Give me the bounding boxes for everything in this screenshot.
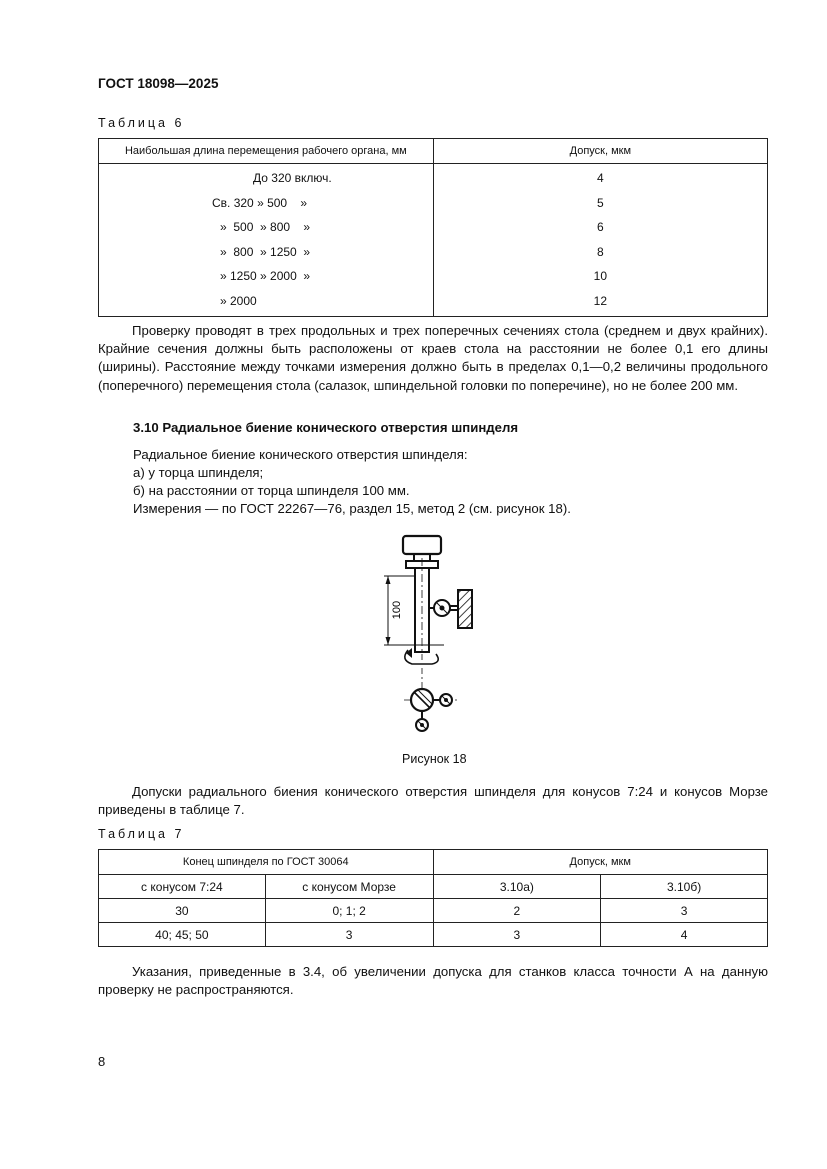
figure-18-caption: Рисунок 18: [402, 752, 467, 766]
table-6-cell-length: » 500 » 800 »: [99, 215, 434, 240]
document-id-header: ГОСТ 18098—2025: [98, 76, 219, 91]
table-6-cell-tolerance: 8: [433, 240, 767, 265]
table-6-cell-length: » 800 » 1250 »: [99, 240, 434, 265]
fixed-stand-shape: [458, 590, 472, 628]
table-6-header-length: Наибольшая длина перемещения рабочего органа, мм: [99, 139, 434, 164]
table-7-cell: 0; 1; 2: [265, 899, 433, 923]
table-row: [99, 875, 768, 899]
table-row: [99, 215, 768, 240]
table-6-header-tolerance: Допуск, мкм: [433, 139, 767, 164]
paragraph-class-a-note: Указания, приведенные в 3.4, об увеличении допуска для станков класса точности А на данную проверку не распространяются.: [98, 964, 768, 998]
table-7-cell: 3: [433, 923, 601, 947]
table-6-cell-length: До 320 включ.: [99, 164, 434, 191]
table-6: [98, 138, 768, 317]
table-row: [99, 264, 768, 289]
table-6-cell-tolerance: 4: [433, 164, 767, 191]
paragraph-measurement-sections: Проверку проводят в трех продольных и трех поперечных сечениях стола (среднем и двух крайних). Крайние сечения должны быть расположены от краев стола на расстоянии не более 0,1 его длины (ширины). Расстояние между точками измерения должно быть в пределах 0,1—0,2 величины продольного (поперечного) перемещения стола (салазок, шпиндельной головки по поперечине), но не более 200 мм.: [98, 323, 768, 393]
table-7-cell: 30: [99, 899, 266, 923]
table-row: [99, 240, 768, 265]
table-7-header-spindle-end: Конец шпинделя по ГОСТ 30064: [99, 850, 434, 875]
table-row: [99, 923, 768, 947]
table-6-cell-tolerance: 10: [433, 264, 767, 289]
table-7-caption: Таблица 7: [98, 827, 185, 841]
section-line: а) у торца шпинделя;: [133, 465, 264, 480]
table-7-cell: 40; 45; 50: [99, 923, 266, 947]
table-7-cell: 2: [433, 899, 601, 923]
table-7-subheader: с конусом 7:24: [99, 875, 266, 899]
table-7-cell: 4: [601, 923, 768, 947]
table-7-subheader: с конусом Морзе: [265, 875, 433, 899]
table-6-cell-length: Св. 320 » 500 »: [99, 191, 434, 216]
table-6-cell-length: » 2000: [99, 289, 434, 317]
section-3-10-body: [133, 446, 768, 518]
table-row: [99, 164, 768, 191]
table-6-cell-tolerance: 12: [433, 289, 767, 317]
section-line: Измерения — по ГОСТ 22267—76, раздел 15, метод 2 (см. рисунок 18).: [133, 501, 571, 516]
figure-18-spindle-diagram: [370, 528, 490, 738]
table-row: [99, 191, 768, 216]
table-row: [99, 289, 768, 317]
table-7-cell: 3: [265, 923, 433, 947]
spindle-head-shape: [403, 536, 441, 554]
table-7-cell: 3: [601, 899, 768, 923]
table-6-cell-tolerance: 6: [433, 215, 767, 240]
table-6-cell-tolerance: 5: [433, 191, 767, 216]
table-7-header-tolerance: Допуск, мкм: [433, 850, 768, 875]
section-3-10-title: 3.10 Радиальное биение конического отверстия шпинделя: [133, 420, 519, 435]
section-line: б) на расстоянии от торца шпинделя 100 мм.: [133, 483, 410, 498]
section-line: Радиальное биение конического отверстия шпинделя:: [133, 447, 468, 462]
paragraph-table-7-intro: Допуски радиального биения конического отверстия шпинделя для конусов 7:24 и конусов Морзе приведены в таблице 7.: [98, 784, 768, 818]
table-6-cell-length: » 1250 » 2000 »: [99, 264, 434, 289]
page-number: 8: [98, 1054, 106, 1069]
table-6-caption: Таблица 6: [98, 116, 185, 130]
table-7: [98, 849, 768, 947]
table-row: [99, 899, 768, 923]
table-7-subheader: 3.10а): [433, 875, 601, 899]
dimension-label: 100: [391, 600, 403, 620]
table-7-subheader: 3.10б): [601, 875, 768, 899]
